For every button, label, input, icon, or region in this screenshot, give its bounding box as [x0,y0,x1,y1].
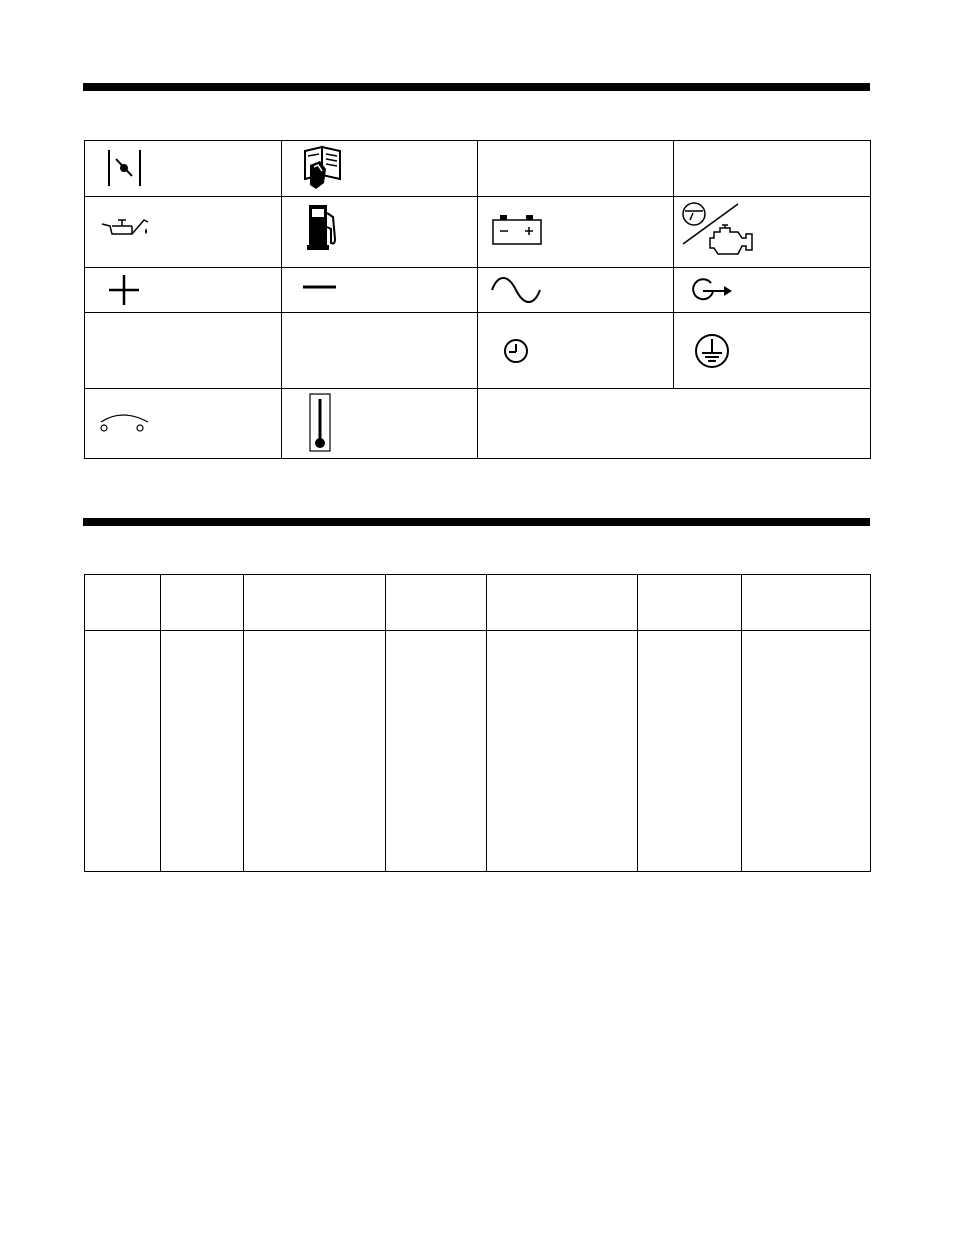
temperature-icon [309,393,331,453]
section-rule-top [83,83,870,91]
spec-table-col-divider [243,574,244,872]
spec-table-col-divider [486,574,487,872]
circuit-breaker-open-icon [98,410,150,434]
read-manual-icon [302,145,344,191]
alternating-current-icon [490,276,542,304]
section-rule-bottom [83,518,870,526]
spec-table-col-divider [160,574,161,872]
hours-clock-icon [502,337,530,365]
spec-table-col-divider [741,574,742,872]
symbol-table-col-divider [281,140,282,459]
engine-check-icon [680,200,758,262]
spec-table [84,574,871,872]
symbol-table-col-divider [477,140,478,459]
spec-table-col-divider [385,574,386,872]
breaker-icon [106,148,146,188]
battery-icon [491,212,545,246]
spec-table-col-divider [637,574,638,872]
protective-earth-icon [693,332,731,370]
fuel-pump-icon [305,203,341,251]
oil-can-icon [100,210,152,238]
spec-table-header-divider [84,630,871,631]
positive-icon [108,274,140,306]
symbol-table-col-divider [673,140,674,388]
output-icon [691,278,735,304]
negative-icon [303,284,337,290]
